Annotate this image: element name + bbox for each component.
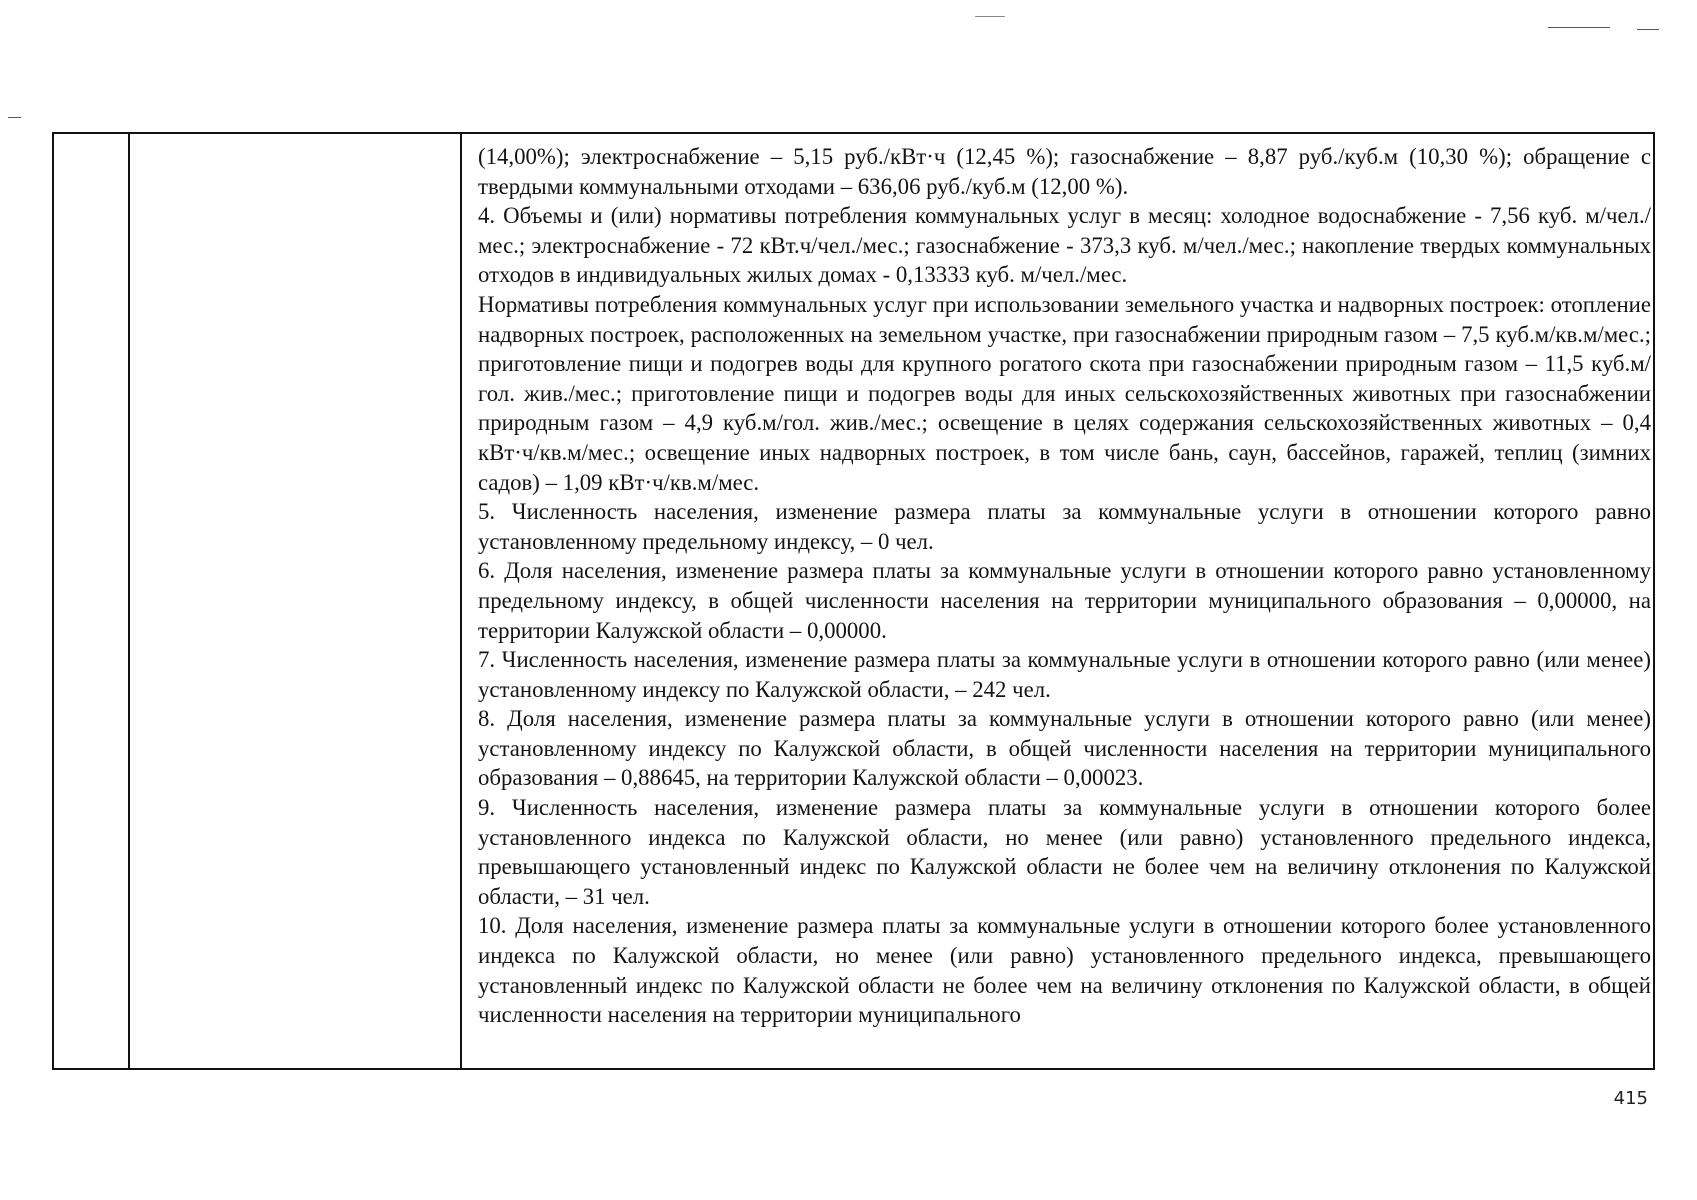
scan-artifact-line [8, 117, 21, 118]
paragraph-item-4-norms: Нормативы потребления коммунальных услуг при использовании земельного участка и надворных построек: отопление надворных построек, расположенных на земельном участке, при газоснабжении природным газом – 7,5 куб.м/кв.м/мес.; приготовление пищи и подогрев воды для крупного рогатого скота при газоснабжении природным газом – 11,5 куб.м/гол. жив./мес.; приготовление пищи и подогрев воды для иных сельскохозяйственных животных при газоснабжении природным газом – 4,9 куб.м/гол. жив./мес.; освещение в целях содержания сельскохозяйственных животных – 0,4 кВт·ч/кв.м/мес.; освещение иных надворных построек, в том числе бань, саун, бассейнов, гаражей, теплиц (зимних садов) – 1,09 кВт·ч/кв.м/мес. [478, 291, 1651, 495]
paragraph-item-8: 8. Доля населения, изменение размера платы за коммунальные услуги в отношении которого равно (или менее) установленному индексу по Калужской области, в общей численности населения на территории муниципального образования – 0,88645, на территории Калужской области – 0,00023. [478, 706, 1651, 791]
paragraph-item-6: 6. Доля населения, изменение размера платы за коммунальные услуги в отношении которого равно установленному предельному индексу, в общей численности населения на территории муниципального образования – 0,00000, на территории Калужской области – 0,00000. [478, 558, 1651, 643]
paragraph-item-5: 5. Численность населения, изменение размера платы за коммунальные услуги в отношении которого равно установленному предельному индексу, – 0 чел. [478, 499, 1651, 554]
paragraph-item-10: 10. Доля населения, изменение размера платы за коммунальные услуги в отношении которого более установленного индекса по Калужской области, но менее (или равно) установленного предельного индекса, превышающего установленный индекс по Калужской области не более чем на величину отклонения по Калужской области, в общей численности населения на территории муниципального [478, 913, 1651, 1028]
scan-artifact-line [975, 16, 1005, 17]
paragraph-item-4: 4. Объемы и (или) нормативы потребления коммунальных услуг в месяц: холодное водоснабжение - 7,56 куб. м/чел./мес.; электроснабжение - 72 кВт.ч/чел./мес.; газоснабжение - 373,3 куб. м/чел./мес.; накопление твердых коммунальных отходов в индивидуальных жилых домах - 0,13333 куб. м/чел./мес. [478, 203, 1651, 288]
scan-artifact-line [1637, 29, 1659, 30]
table-text-cell [478, 139, 1653, 1069]
page-number: 415 [1613, 1088, 1648, 1109]
paragraph-tariff-continuation: (14,00%); электроснабжение – 5,15 руб./кВт·ч (12,45 %); газоснабжение – 8,87 руб./куб.м (10,30 %); обращение с твердыми коммунальными отходами – 636,06 руб./куб.м (12,00 %). [478, 144, 1651, 199]
column-divider-2 [460, 134, 462, 1068]
paragraph-item-7: 7. Численность населения, изменение размера платы за коммунальные услуги в отношении которого равно (или менее) установленному индексу по Калужской области, – 242 чел. [478, 647, 1651, 702]
column-divider-1 [128, 134, 130, 1068]
paragraph-item-9: 9. Численность населения, изменение размера платы за коммунальные услуги в отношении которого более установленного индекса по Калужской области, но менее (или равно) установленного предельного индекса, превышающего установленный индекс по Калужской области не более чем на величину отклонения по Калужской области, – 31 чел. [478, 795, 1651, 909]
scan-artifact-line [1548, 27, 1610, 28]
